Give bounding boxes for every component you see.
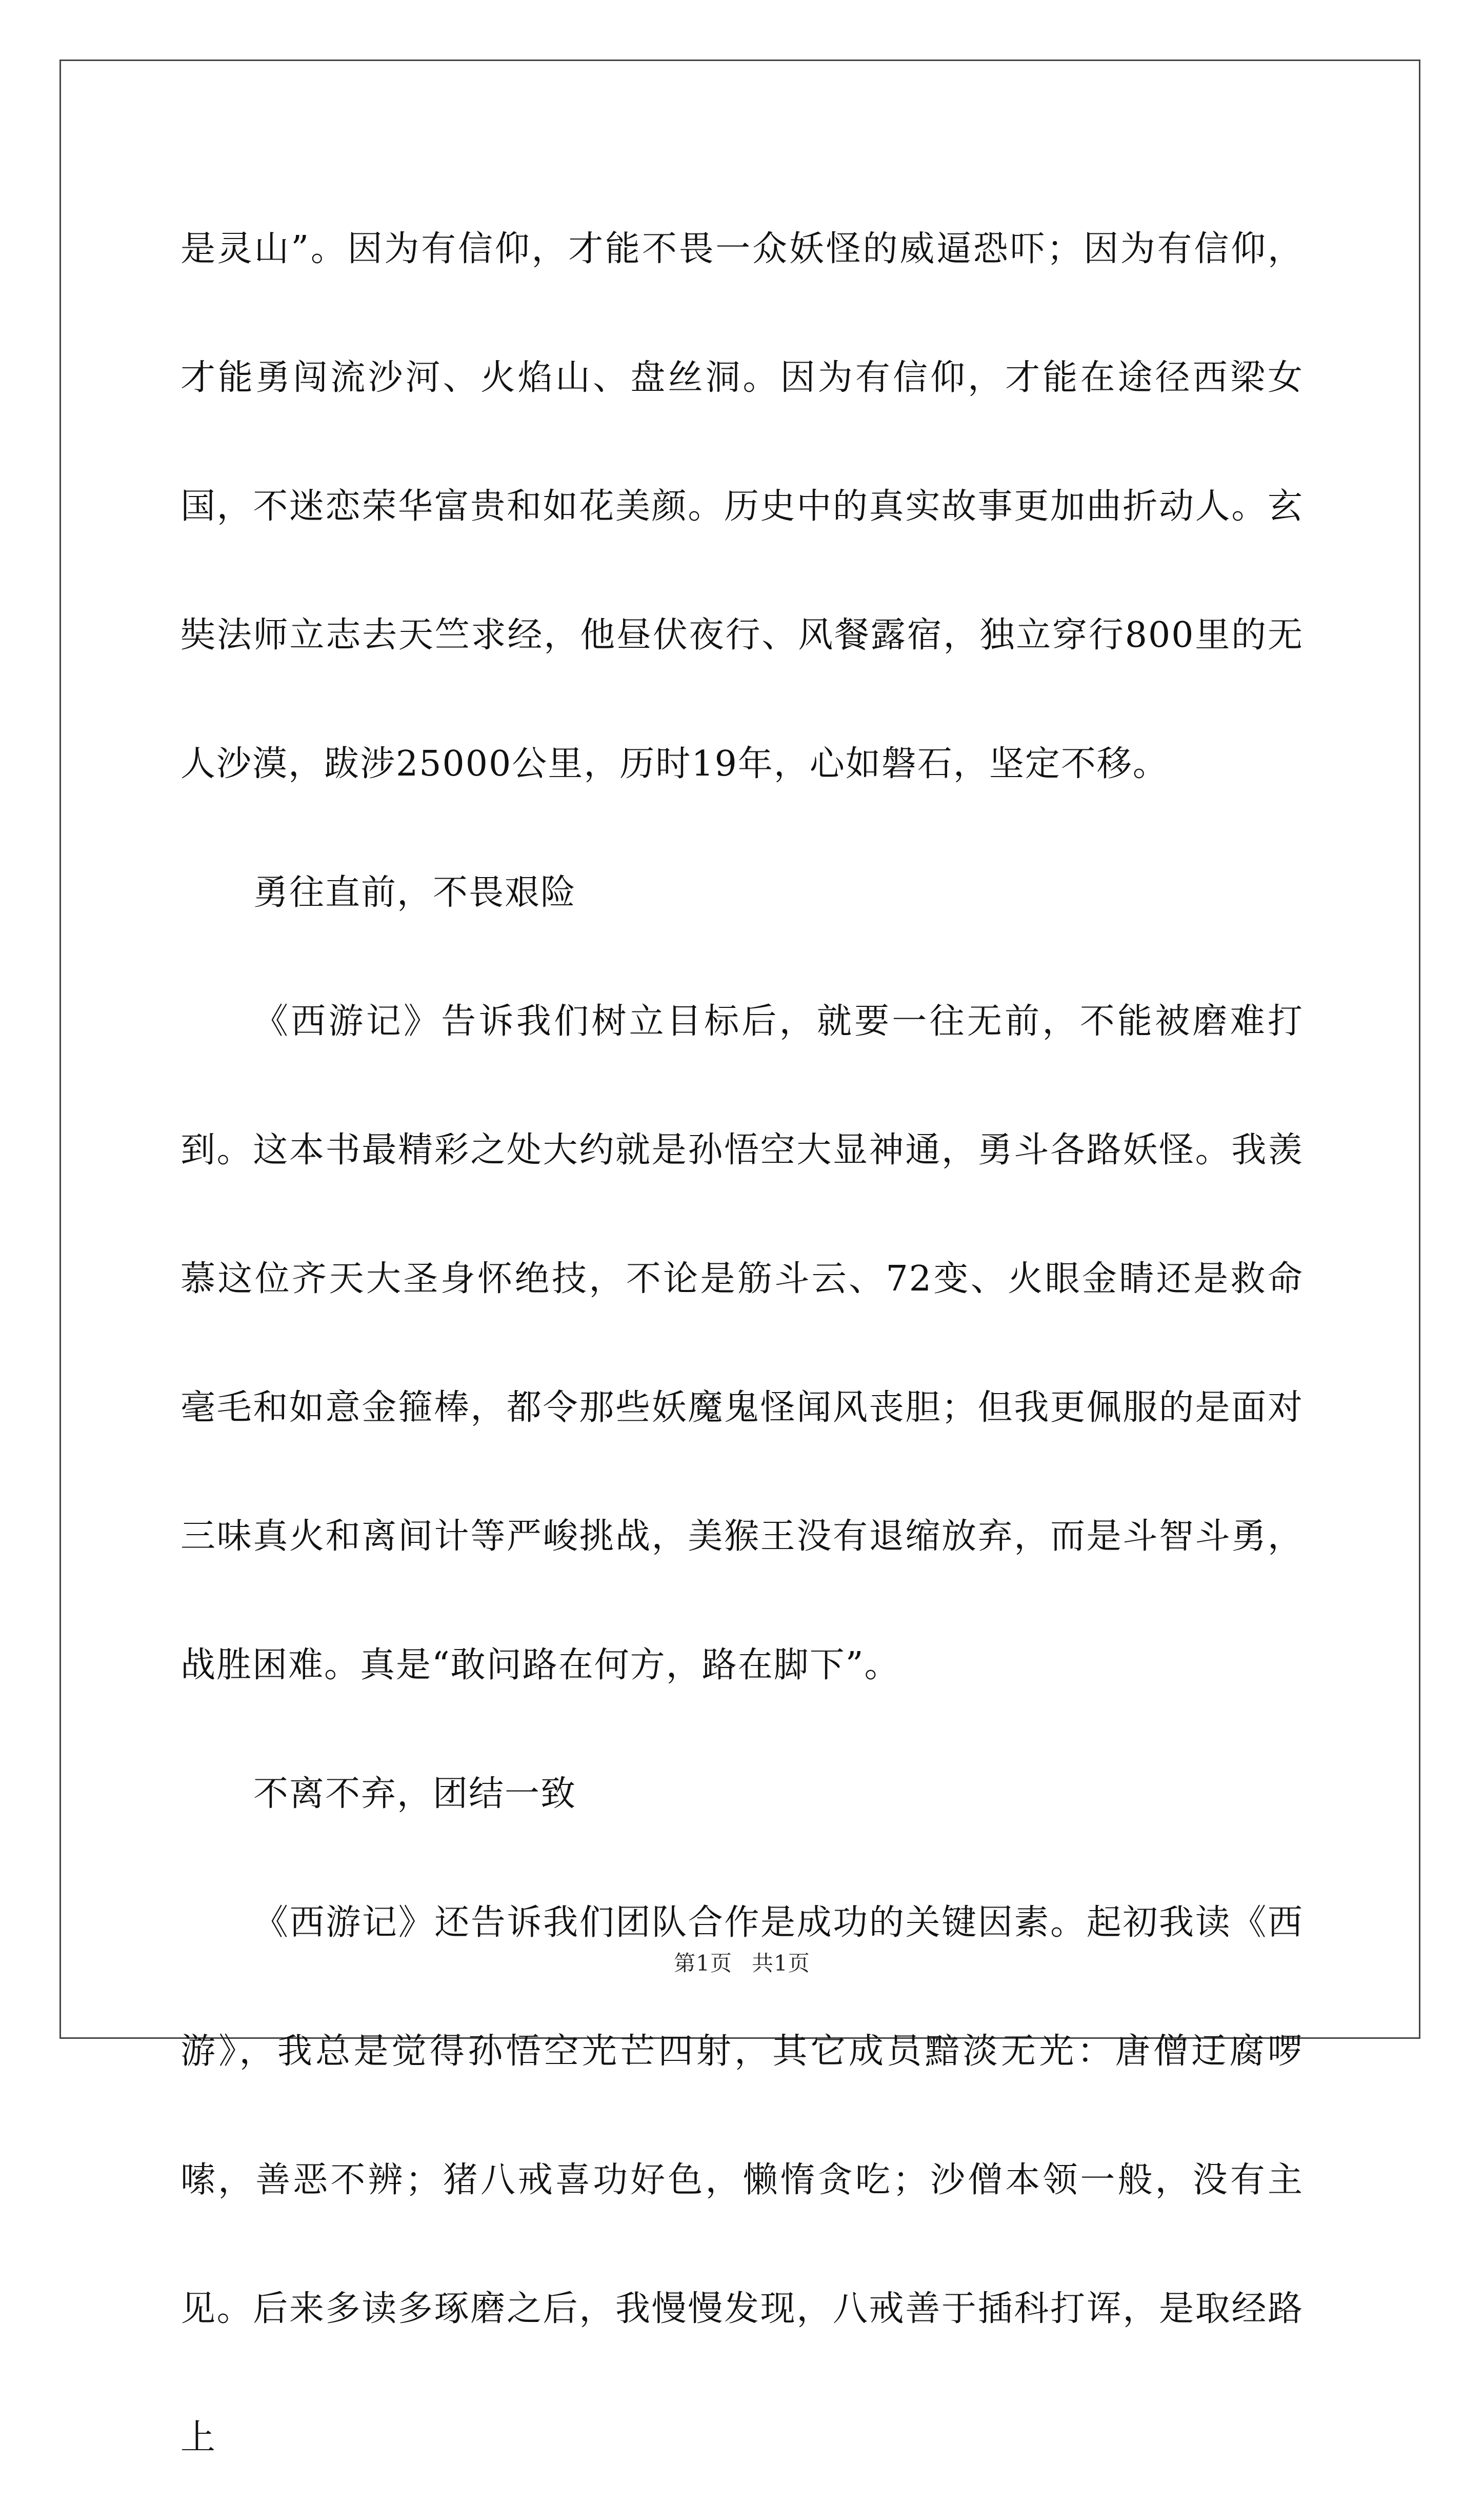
- paragraph-2: 《西游记》告诉我们树立目标后，就要一往无前，不能被磨难打到。这本书最精彩之处大约就是孙悟空大显神通，勇斗各路妖怪。我羡慕这位齐天大圣身怀绝技，不论是筋斗云、72变、火眼金睛还是救命毫毛和如意金箍棒，都令那些妖魔鬼怪闻风丧胆；但我更佩服的是面对三味真火和离间计等严峻挑战，美猴王没有退缩放弃，而是斗智斗勇，战胜困难。真是“敢问路在何方，路在脚下”。: [181, 1001, 1303, 1685]
- document-body: [181, 185, 1303, 2502]
- page-footer: [0, 1947, 1484, 1977]
- section-heading-2: 不离不弃，团结一致: [253, 1774, 577, 1814]
- paragraph-1: 是灵山”。因为有信仰，才能不畏一众妖怪的威逼恐吓；因为有信仰，才能勇闯流沙河、火焰山、盘丝洞。因为有信仰，才能在途径西梁女国，不迷恋荣华富贵和如花美颜。历史中的真实故事更加曲折动人。玄奘法师立志去天竺求经，他昼伏夜行、风餐露宿，独立穿行800里的无人沙漠，跋涉25000公里，历时19年，心如磐石，坚定不移。: [181, 229, 1303, 784]
- page-total: 共1页: [752, 1951, 810, 1976]
- section-heading-1: 勇往直前，不畏艰险: [253, 872, 577, 913]
- paragraph-3: 《西游记》还告诉我们团队合作是成功的关键因素。起初我读《西游》，我总是觉得孙悟空光芒四射，其它成员黯淡无光：唐僧迂腐啰嗦，善恶不辨；猪八戒喜功好色，懒惰贪吃；沙僧本领一般，没有主见。后来多读多琢磨之后，我慢慢发现，八戒善于插科打诨，是取经路上: [181, 1902, 1303, 2458]
- page-number: 第1页: [674, 1951, 732, 1976]
